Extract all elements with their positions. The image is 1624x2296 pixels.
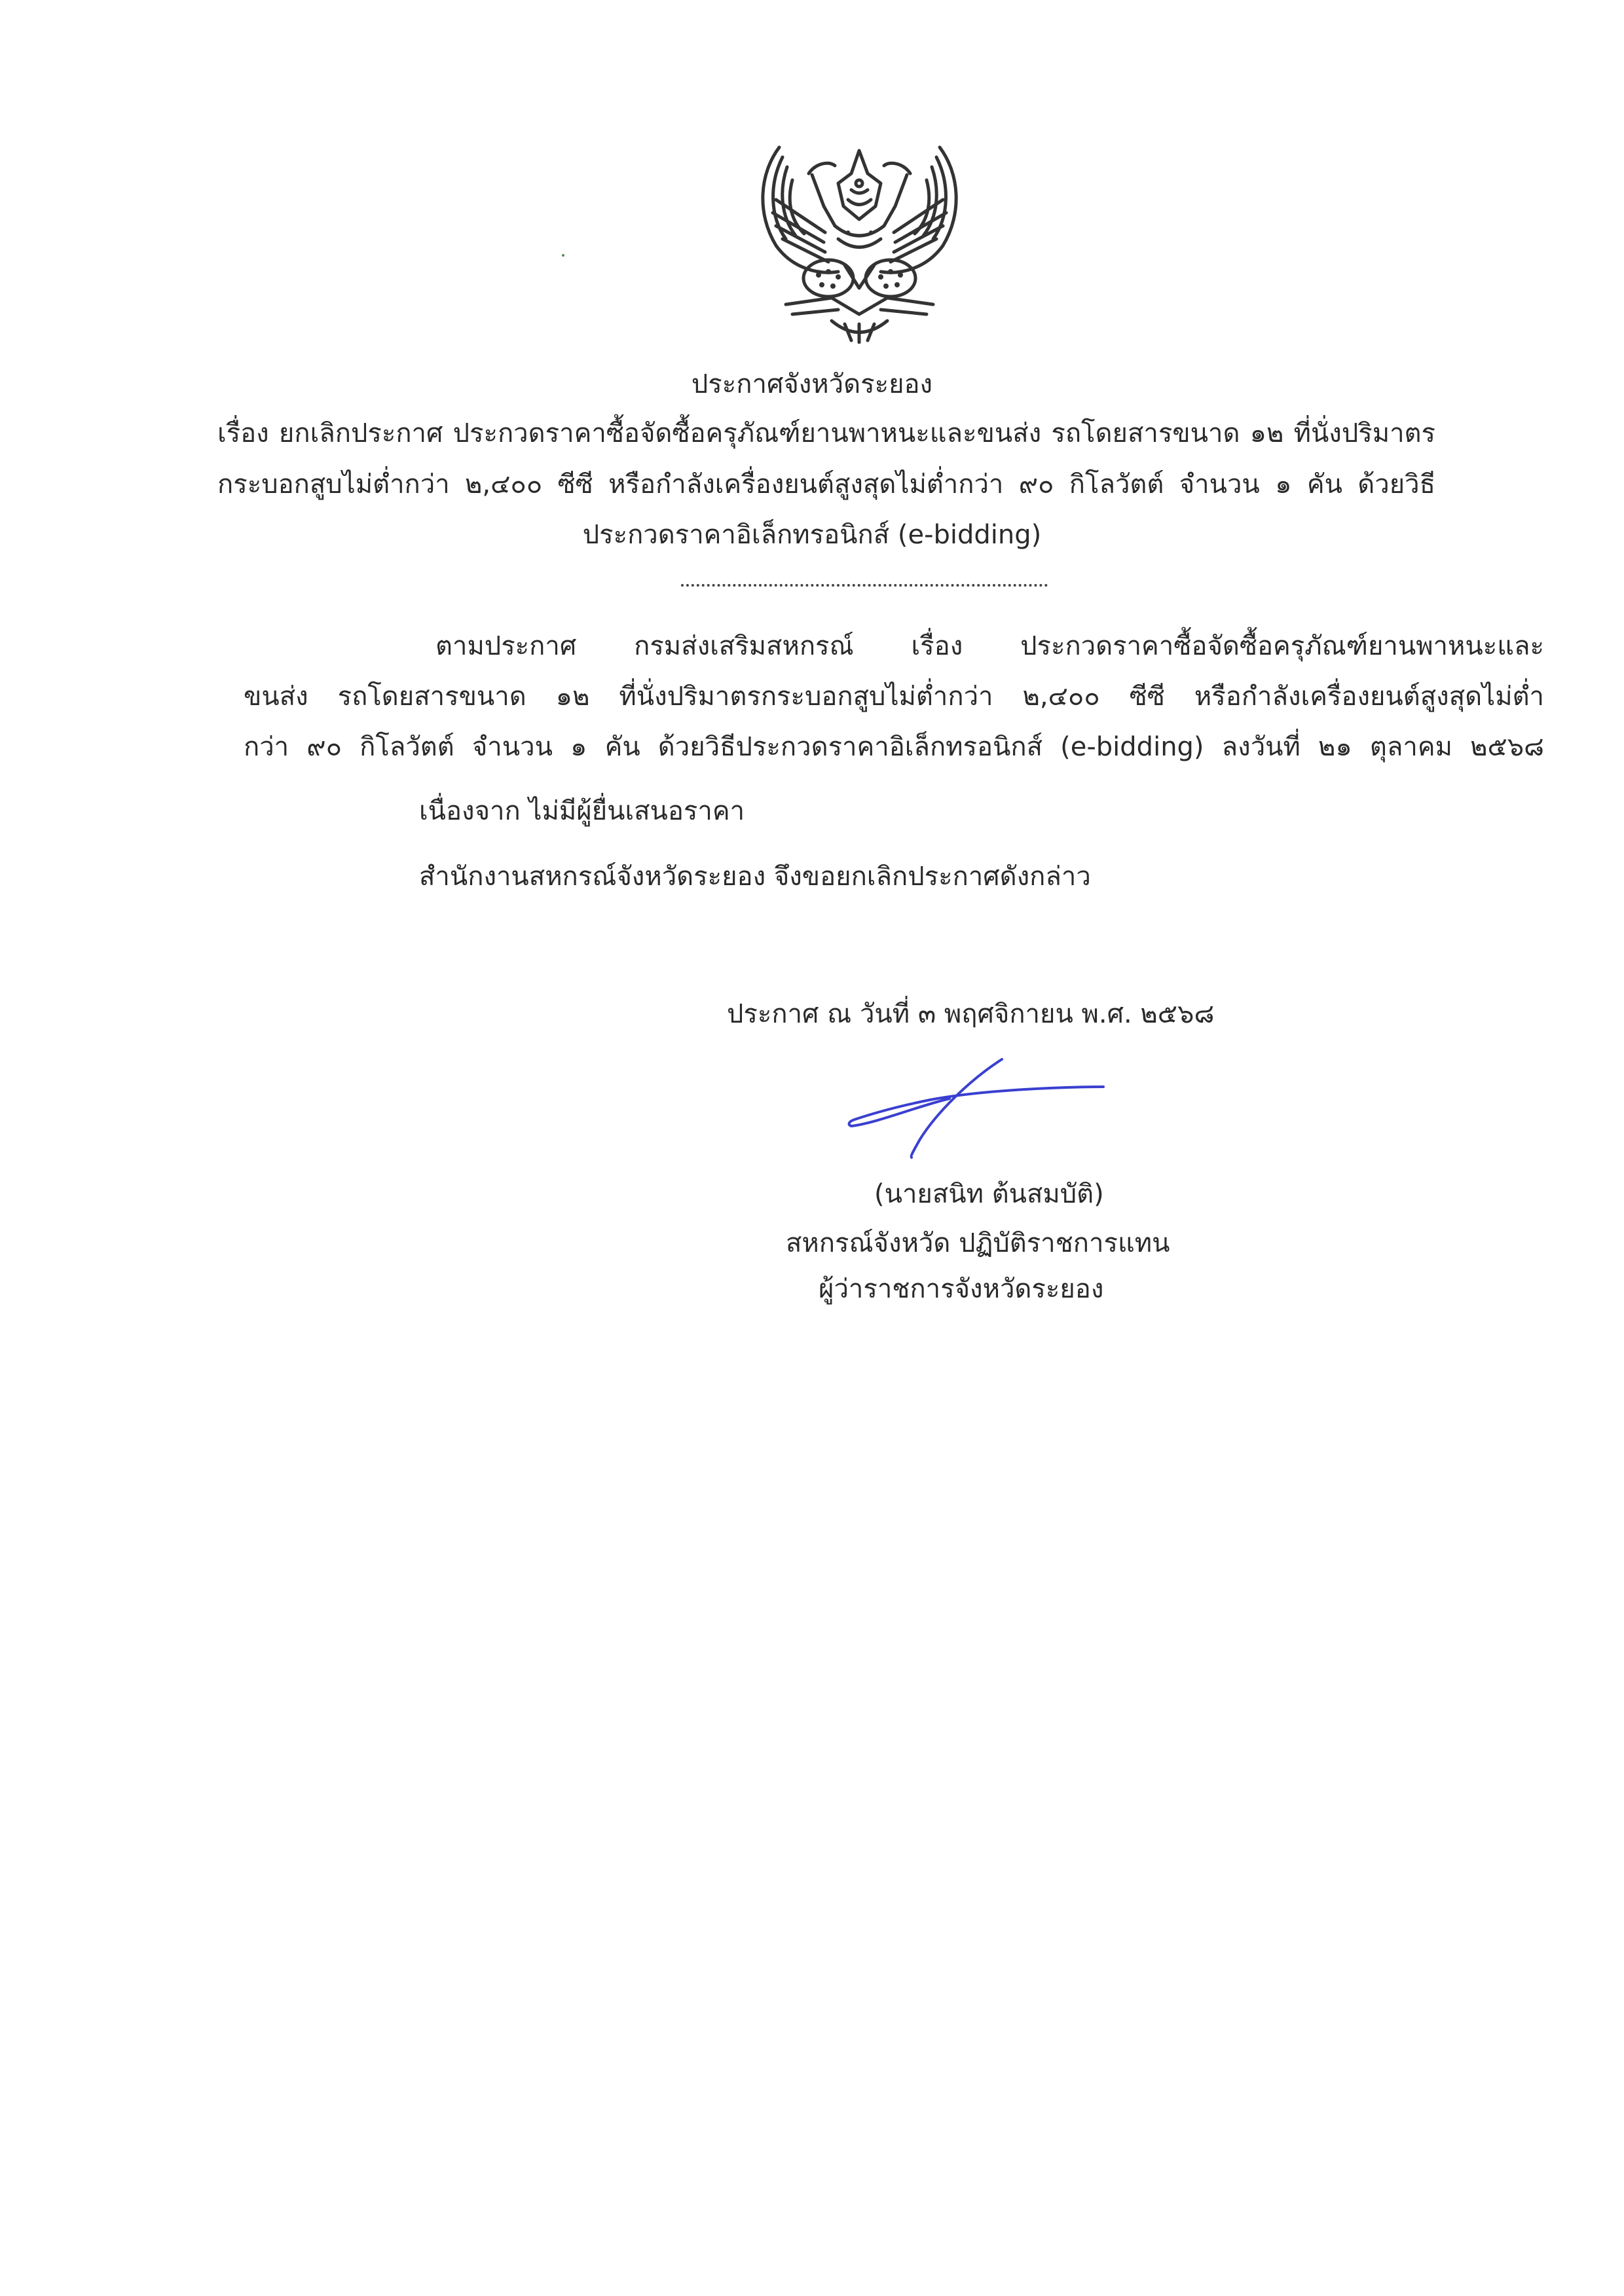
signatory-name: (นายสนิท ต้นสมบัติ): [874, 1179, 1104, 1209]
separator-dotted-line: [681, 581, 1048, 587]
body-line-1: ตามประกาศ กรมส่งเสริมสหกรณ์ เรื่อง ประกวดราคาซื้อจัดซื้อครุภัณฑ์ยานพาหนะและ: [435, 631, 1544, 661]
subject-line-2: กระบอกสูบไม่ต่ำกว่า ๒,๔๐๐ ซีซี หรือกำลังเครื่องยนต์สูงสุดไม่ต่ำกว่า ๙๐ กิโลวัตต์ จำนวน ๑ คัน ด้วยวิธี: [217, 469, 1436, 500]
reason-text: เนื่องจาก ไม่มีผู้ยื่นเสนอราคา: [419, 796, 745, 826]
scan-speck: [562, 254, 564, 257]
document-heading: ประกาศจังหวัดระยอง: [691, 369, 933, 399]
subject-line-3: ประกวดราคาอิเล็กทรอนิกส์ (e-bidding): [582, 520, 1042, 550]
signatory-position-2: ผู้ว่าราชการจังหวัดระยอง: [819, 1274, 1104, 1304]
garuda-emblem-icon: [747, 134, 972, 344]
conclusion-text: สำนักงานสหกรณ์จังหวัดระยอง จึงขอยกเลิกประกาศดังกล่าว: [419, 862, 1091, 892]
body-line-3: กว่า ๙๐ กิโลวัตต์ จำนวน ๑ คัน ด้วยวิธีประกวดราคาอิเล็กทรอนิกส์ (e-bidding) ลงวันที่ ๒๑ ตุลาคม ๒๕๖๘: [244, 732, 1544, 762]
body-line-2: ขนส่ง รถโดยสารขนาด ๑๒ ที่นั่งปริมาตรกระบอกสูบไม่ต่ำกว่า ๒,๔๐๐ ซีซี หรือกำลังเครื่องยนต์สูงสุดไม่ต่ำ: [244, 682, 1545, 712]
signatory-position-1: สหกรณ์จังหวัด ปฏิบัติราชการแทน: [786, 1228, 1170, 1258]
announcement-date: ประกาศ ณ วันที่ ๓ พฤศจิกายน พ.ศ. ๒๕๖๘: [727, 999, 1215, 1029]
subject-line-1: เรื่อง ยกเลิกประกาศ ประกวดราคาซื้อจัดซื้อครุภัณฑ์ยานพาหนะและขนส่ง รถโดยสารขนาด ๑๒ ที่นั่งปริมาตร: [217, 418, 1435, 448]
signature-icon: [786, 1054, 1126, 1159]
